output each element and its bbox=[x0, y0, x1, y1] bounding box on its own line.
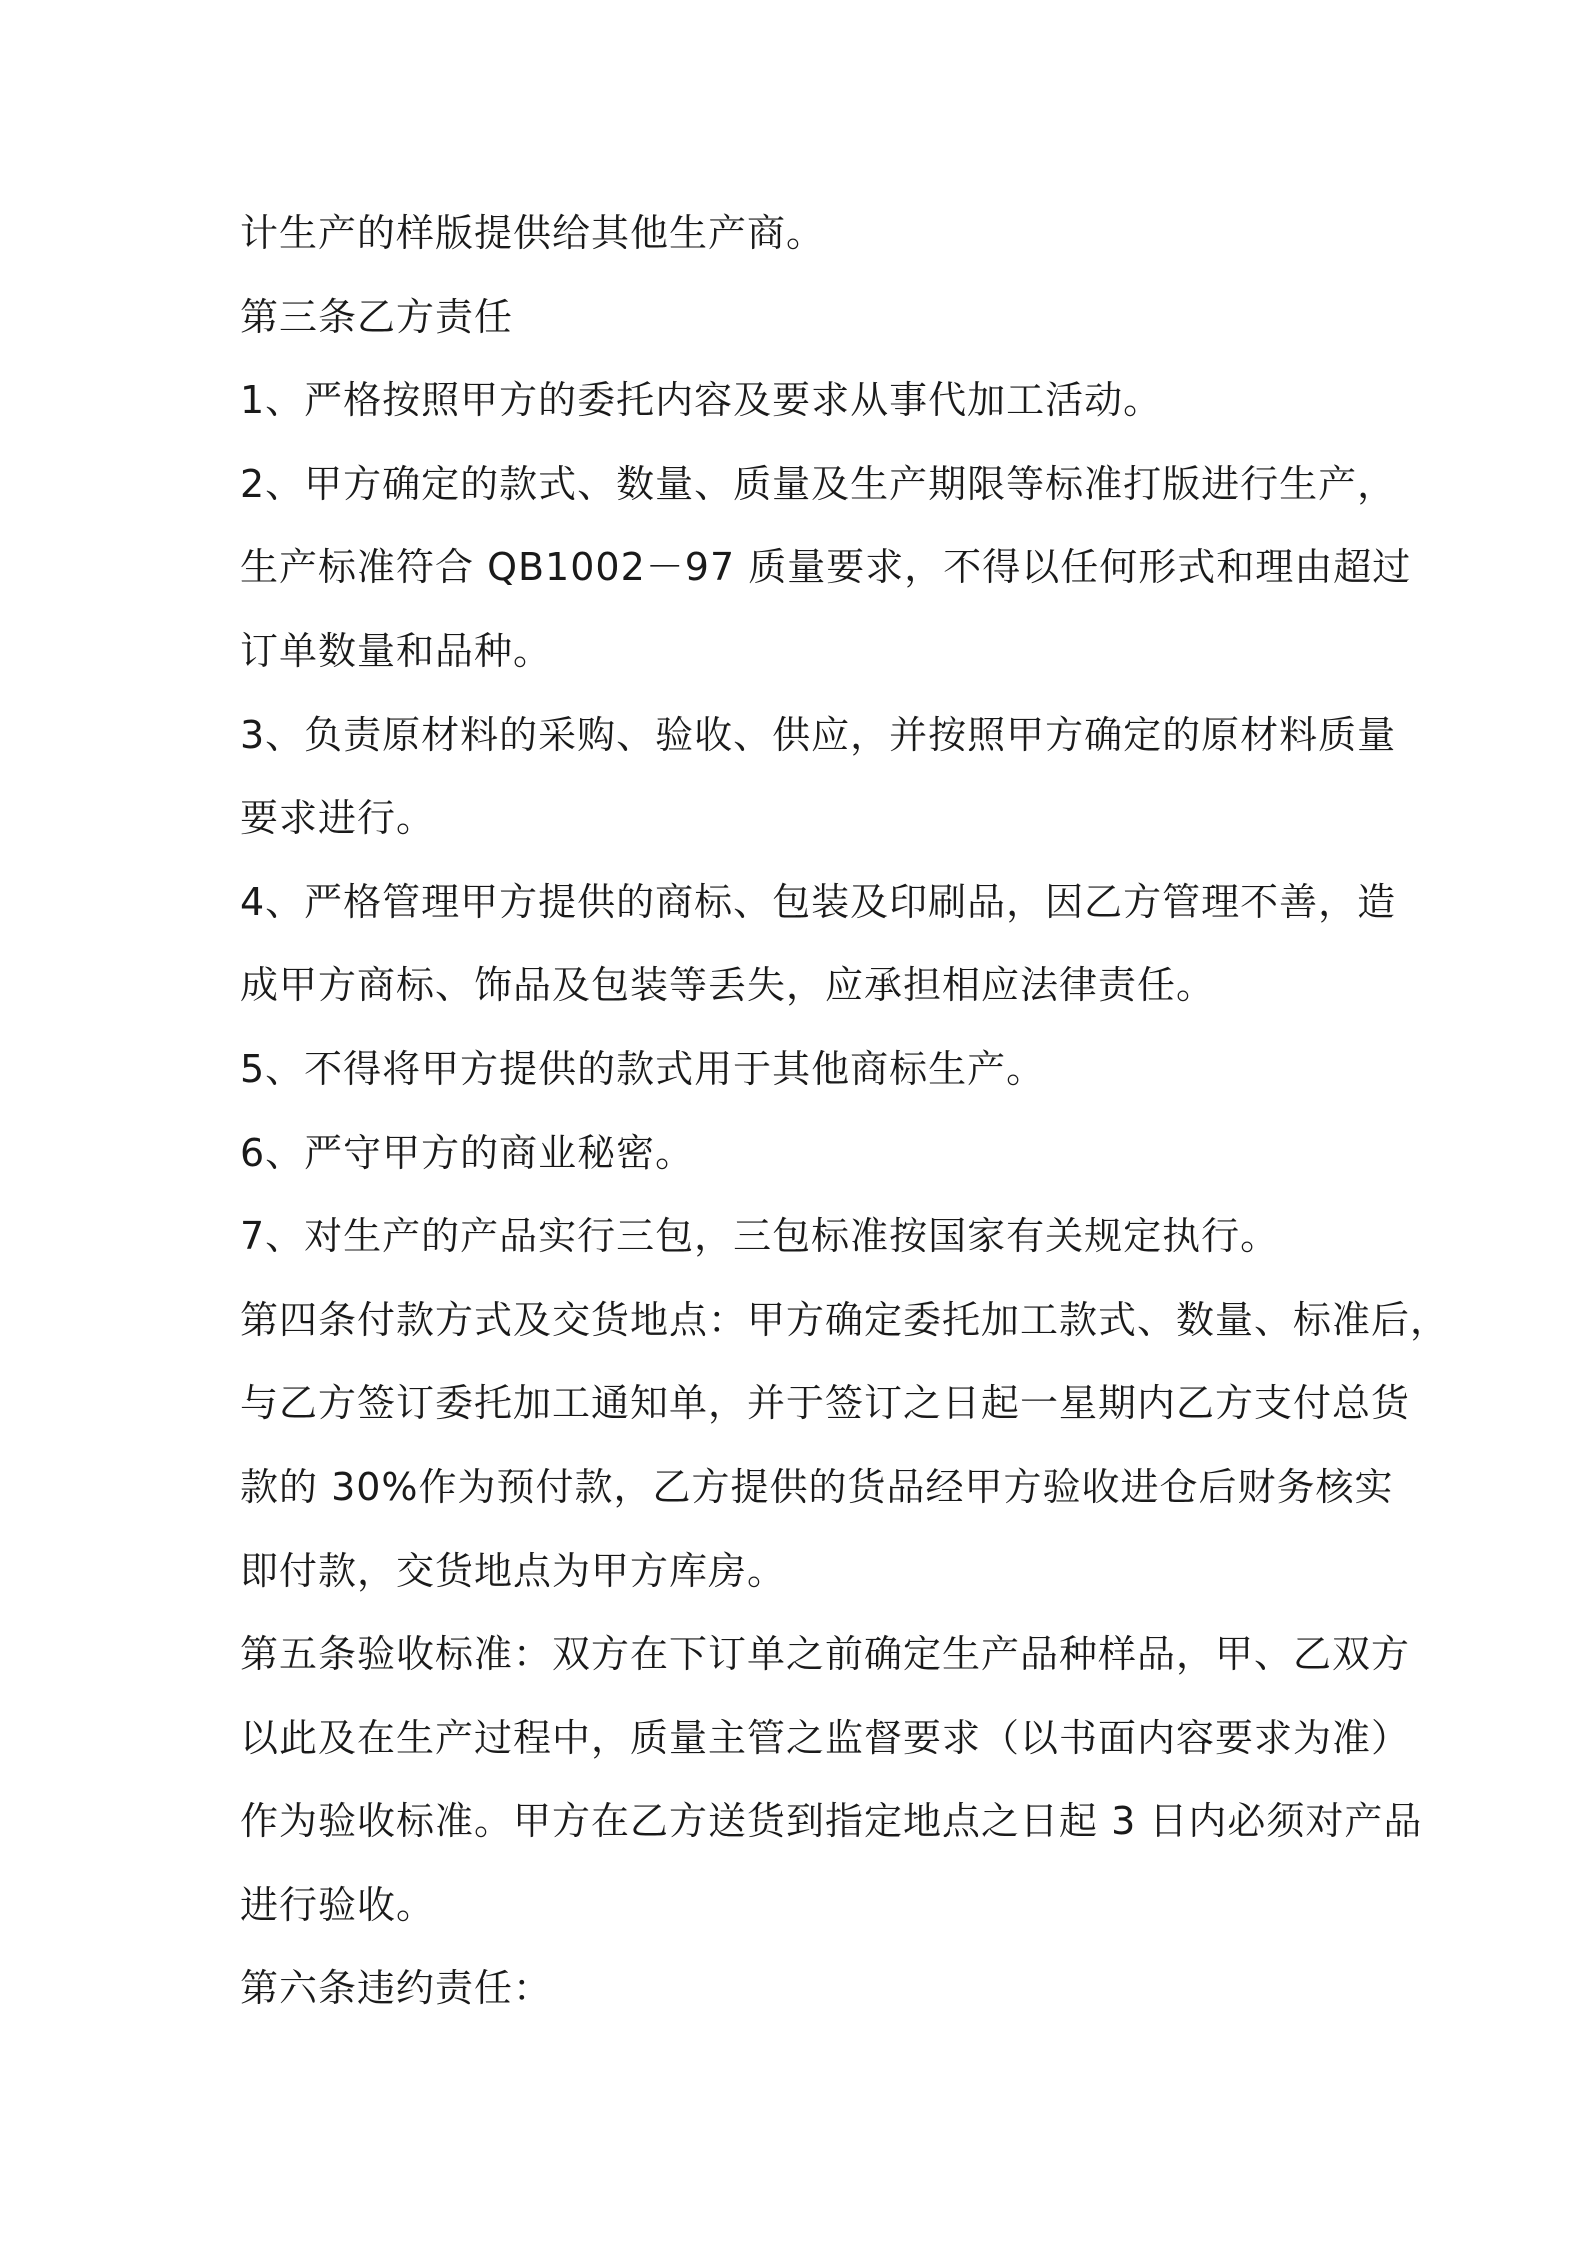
text-line: 即付款，交货地点为甲方库房。 bbox=[240, 1548, 787, 1593]
document-body bbox=[240, 192, 1450, 2031]
text-line: 作为验收标准。甲方在乙方送货到指定地点之日起 3 日内必须对产品 bbox=[240, 1799, 1423, 1844]
text-line: 2、甲方确定的款式、数量、质量及生产期限等标准打版进行生产， bbox=[240, 461, 1397, 506]
text-line: 3、负责原材料的采购、验收、供应，并按照甲方确定的原材料质量 bbox=[240, 712, 1397, 757]
text-line: 1、严格按照甲方的委托内容及要求从事代加工活动。 bbox=[240, 378, 1163, 423]
text-line: 5、不得将甲方提供的款式用于其他商标生产。 bbox=[240, 1046, 1046, 1091]
text-line: 7、对生产的产品实行三包，三包标准按国家有关规定执行。 bbox=[240, 1214, 1280, 1259]
section-heading: 第六条违约责任： bbox=[240, 1966, 553, 2011]
section-heading: 第三条乙方责任 bbox=[240, 294, 514, 339]
section-heading: 第四条付款方式及交货地点：甲方确定委托加工款式、数量、标准后， bbox=[240, 1297, 1450, 1342]
section-heading: 第五条验收标准：双方在下订单之前确定生产品种样品，甲、乙双方 bbox=[240, 1632, 1411, 1677]
text-line: 款的 30%作为预付款，乙方提供的货品经甲方验收进仓后财务核实 bbox=[240, 1464, 1394, 1509]
text-line: 进行验收。 bbox=[240, 1882, 436, 1927]
text-line: 6、严守甲方的商业秘密。 bbox=[240, 1130, 695, 1175]
text-line: 成甲方商标、饰品及包装等丢失，应承担相应法律责任。 bbox=[240, 963, 1216, 1008]
text-line: 要求进行。 bbox=[240, 796, 436, 841]
text-line: 以此及在生产过程中，质量主管之监督要求（以书面内容要求为准） bbox=[240, 1715, 1411, 1760]
text-line: 计生产的样版提供给其他生产商。 bbox=[240, 211, 826, 255]
text-line: 订单数量和品种。 bbox=[240, 628, 553, 673]
text-line: 4、严格管理甲方提供的商标、包装及印刷品，因乙方管理不善，造 bbox=[240, 879, 1397, 924]
text-line: 与乙方签订委托加工通知单，并于签订之日起一星期内乙方支付总货 bbox=[240, 1381, 1411, 1426]
text-line: 生产标准符合 QB1002－97 质量要求，不得以任何形式和理由超过 bbox=[240, 545, 1412, 590]
